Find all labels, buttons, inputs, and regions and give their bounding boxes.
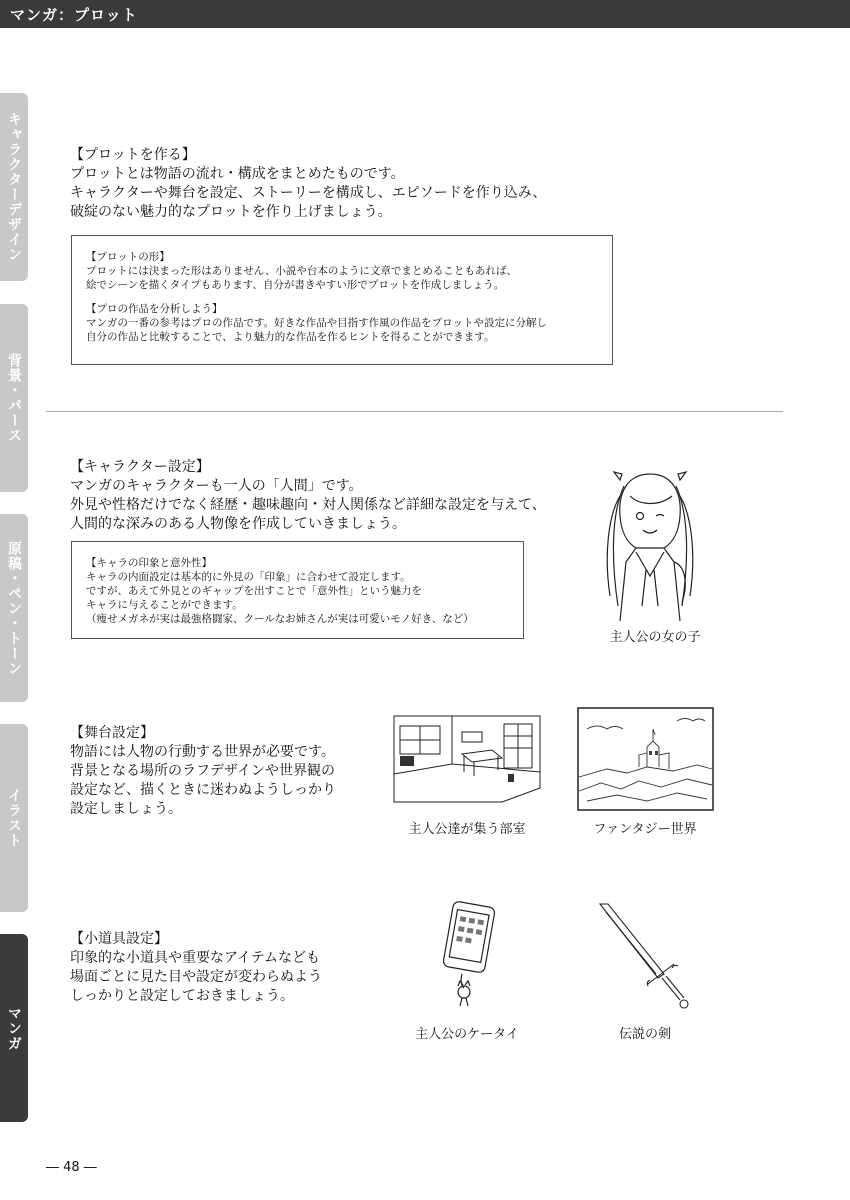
tab-background[interactable]: 背景・パース xyxy=(0,304,28,492)
tab-character-design[interactable]: キャラクターデザイン xyxy=(0,93,28,281)
character-box-line: キャラの内面設定は基本的に外見の「印象」に合わせて設定します。 xyxy=(86,571,411,583)
page-title: マンガ：プロット xyxy=(10,6,138,24)
props-section xyxy=(70,930,322,1006)
plot-form-heading: 【プロットの形】 xyxy=(86,251,170,263)
stage-line: 物語には人物の行動する世界が必要です。 xyxy=(70,744,335,760)
club-room-caption: 主人公達が集う部室 xyxy=(408,822,526,837)
phone-caption: 主人公のケータイ xyxy=(415,1027,519,1042)
tab-illust[interactable]: イラスト xyxy=(0,724,28,912)
sword-illustration xyxy=(596,900,696,1012)
character-box-heading: 【キャラの印象と意外性】 xyxy=(86,557,212,569)
page-header xyxy=(0,0,850,28)
character-heading: 【キャラクター設定】 xyxy=(70,459,210,475)
plot-note-box xyxy=(71,235,613,365)
stage-section xyxy=(70,724,336,819)
props-heading: 【小道具設定】 xyxy=(70,931,168,947)
fantasy-world-illustration xyxy=(577,707,714,811)
plot-analyze-heading: 【プロの作品を分析しよう】 xyxy=(86,303,223,315)
character-section xyxy=(70,458,546,534)
plot-line: 破綻のない魅力的なプロットを作り上げましょう。 xyxy=(70,204,392,220)
stage-heading: 【舞台設定】 xyxy=(70,725,154,741)
stage-line: 設定しましょう。 xyxy=(70,801,182,817)
heroine-caption: 主人公の女の子 xyxy=(609,630,701,645)
plot-analyze-line: マンガの一番の参考はプロの作品です。好きな作品や目指す作風の作品をプロットや設定に分解し xyxy=(86,317,547,329)
fantasy-world-caption: ファンタジー世界 xyxy=(593,822,697,837)
character-line: 人間的な深みのある人物像を作成していきましょう。 xyxy=(70,516,406,532)
character-line: マンガのキャラクターも一人の「人間」です。 xyxy=(70,478,363,494)
character-box-line: （痩せメガネが実は最強格闘家、クールなお姉さんが実は可愛いモノ好き、など） xyxy=(86,613,474,625)
page-number: ― 48 ― xyxy=(46,1160,97,1175)
heroine-illustration xyxy=(590,466,710,626)
sword-caption: 伝説の剣 xyxy=(618,1027,671,1042)
props-line: しっかりと設定しておきましょう。 xyxy=(70,988,294,1004)
plot-line: キャラクターや舞台を設定、ストーリーを構成し、エピソードを作り込み、 xyxy=(70,185,547,201)
character-note-box xyxy=(71,541,524,639)
phone-illustration xyxy=(436,898,500,1010)
plot-section xyxy=(70,146,547,222)
props-line: 印象的な小道具や重要なアイテムなども xyxy=(70,950,321,966)
plot-analyze-line: 自分の作品と比較することで、より魅力的な作品を作るヒントを得ることができます。 xyxy=(86,331,495,343)
stage-line: 背景となる場所のラフデザインや世界観の xyxy=(70,763,336,779)
plot-form-line: プロットには決まった形はありません、小説や台本のように文章でまとめることもあれば、 xyxy=(86,265,517,277)
club-room-illustration xyxy=(392,714,542,804)
character-box-line: キャラに与えることができます。 xyxy=(86,599,243,611)
plot-heading: 【プロットを作る】 xyxy=(70,147,196,163)
props-line: 場面ごとに見た目や設定が変わらぬよう xyxy=(70,969,322,985)
section-divider xyxy=(46,411,783,412)
plot-line: プロットとは物語の流れ・構成をまとめたものです。 xyxy=(70,166,405,182)
character-line: 外見や性格だけでなく経歴・趣味趣向・対人関係など詳細な設定を与えて、 xyxy=(70,497,546,513)
stage-line: 設定など、描くときに迷わぬようしっかり xyxy=(70,782,336,798)
tab-manga[interactable]: マンガ xyxy=(0,934,28,1122)
plot-form-line: 絵でシーンを描くタイプもあります、自分が書きやすい形でプロットを作成しましょう。 xyxy=(86,279,505,291)
character-box-line: ですが、あえて外見とのギャップを出すことで「意外性」という魅力を xyxy=(86,585,422,597)
tab-manuscript[interactable]: 原稿・ペン・トーン xyxy=(0,514,28,702)
